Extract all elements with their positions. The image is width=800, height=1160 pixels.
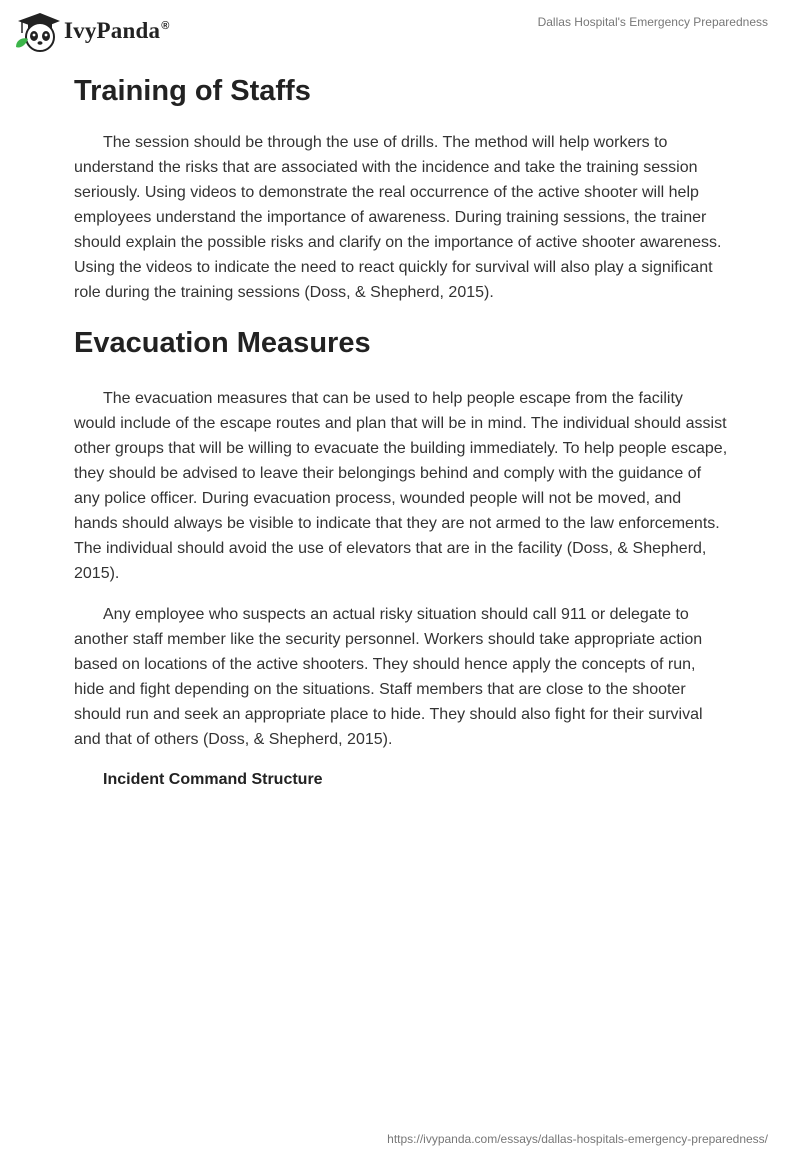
section-heading-evacuation: Evacuation Measures	[74, 327, 371, 359]
page-header	[0, 0, 800, 64]
subheading-incident-command: Incident Command Structure	[103, 771, 323, 788]
section-heading-training: Training of Staffs	[74, 75, 311, 107]
brand-name: IvyPanda®	[64, 18, 170, 43]
essay-body	[74, 72, 728, 792]
document-title: Dallas Hospital's Emergency Preparedness	[537, 15, 768, 29]
source-url[interactable]: https://ivypanda.com/essays/dallas-hospitals-emergency-preparedness/	[387, 1132, 768, 1146]
paragraph-evacuation-2: Any employee who suspects an actual risky situation should call 911 or delegate to another staff member like the security personnel. Workers should take appropriate action based on locations of the active shooters. They should hence apply the concepts of run, hide and fight depending on the situations. Staff members that are close to the shooter should run and seek an appropriate place to hide. They should also fight for their survival and that of others (Doss, & Shepherd, 2015).	[74, 606, 703, 748]
panda-mascot-icon	[14, 9, 60, 53]
registered-mark: ®	[161, 20, 170, 33]
ivypanda-logo[interactable]	[14, 9, 170, 53]
paragraph-training: The session should be through the use of drills. The method will help workers to understand the risks that are associated with the incidence and take the training session seriously. Using videos to demonstrate the real occurrence of the active shooter will help employees understand the importance of awareness. During training sessions, the trainer should explain the possible risks and clarify on the importance of active shooter awareness. Using the videos to indicate the need to react quickly for survival will also play a significant role during the training sessions (Doss, & Shepherd, 2015).	[74, 134, 722, 301]
paragraph-evacuation-1: The evacuation measures that can be used to help people escape from the facility would include of the escape routes and plan that will be in mind. The individual should assist other groups that will be willing to evacuate the building immediately. To help people escape, they should be advised to leave their belongings behind and comply with the guidance of any police officer. During evacuation process, wounded people will not be moved, and hands should always be visible to indicate that they are not armed to the law enforcements. The individual should avoid the use of elevators that are in the facility (Doss, & Shepherd, 2015).	[74, 390, 728, 582]
